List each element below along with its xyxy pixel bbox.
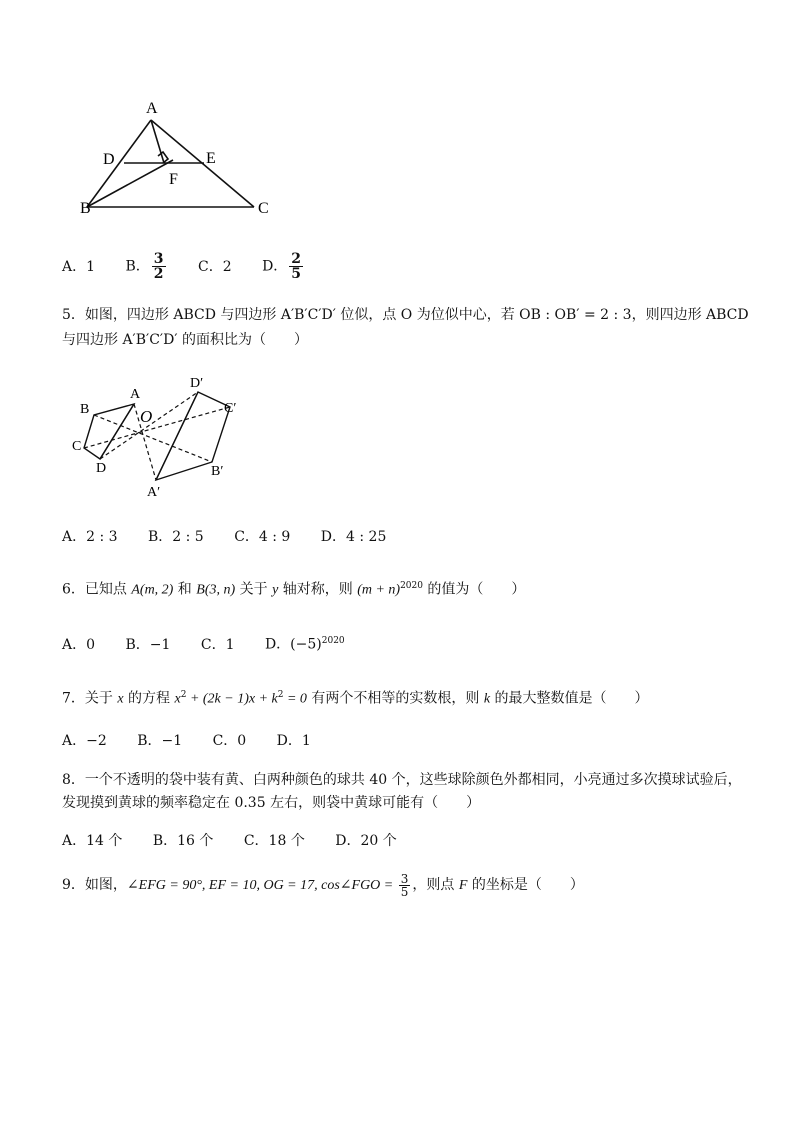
q9-conditions: ∠EFG = 90°, EF = 10, OG = 17, cos∠FGO = xyxy=(126,878,397,893)
q5-option-b: B．2 : 5 xyxy=(148,529,204,545)
q5-stem-line2: 与四边形 A′B′C′D′ 的面积比为（ ） xyxy=(62,332,308,348)
label-c: C xyxy=(72,439,82,454)
q7-text-pre: 7．关于 xyxy=(62,690,118,707)
q6-option-d-exponent: 2020 xyxy=(321,636,345,646)
q9-text-post: 的坐标是（ ） xyxy=(467,877,584,893)
q4-option-b-fraction xyxy=(152,252,166,281)
q9-var-f: F xyxy=(458,878,468,893)
q7-option-b: B．−1 xyxy=(137,733,183,749)
q7-var-k: k xyxy=(483,691,491,707)
numerator: 3 xyxy=(400,871,409,886)
q9-text-pre: 9．如图， xyxy=(62,877,127,893)
q6-point-a: A(m, 2) xyxy=(131,582,174,598)
segment-bf xyxy=(87,160,173,207)
q9-text-mid: ，则点 xyxy=(412,877,459,893)
q4-option-d-prefix: D． xyxy=(262,258,288,275)
label-d: D xyxy=(96,461,107,476)
q8-stem-line2: 发现摸到黄球的频率稳定在 0.35 左右，则袋中黄球可能有（ ） xyxy=(62,795,481,811)
q7-eq-sup2: 2 xyxy=(277,690,284,700)
q4-option-b xyxy=(125,252,167,281)
q4-option-a: A．1 xyxy=(62,258,96,275)
q6-option-a: A．0 xyxy=(62,636,96,653)
numerator: 2 xyxy=(291,251,302,267)
q6-option-d-base: D．(−5) xyxy=(264,636,322,653)
label-d: D xyxy=(103,151,115,168)
q6-text-post: 的值为（ ） xyxy=(422,581,526,598)
q6-option-b: B．−1 xyxy=(125,636,171,653)
label-e: E xyxy=(206,150,216,167)
q4-option-d-fraction xyxy=(289,252,303,281)
q7-options xyxy=(62,731,337,751)
denominator: 5 xyxy=(400,884,409,899)
q6-text-mid2: 关于 xyxy=(235,581,273,598)
q5-option-c: C．4 : 9 xyxy=(234,529,291,545)
q9-fraction xyxy=(399,873,411,898)
numerator: 3 xyxy=(153,251,164,267)
q6-text-mid3: 轴对称，则 xyxy=(278,581,358,598)
quad-abcd xyxy=(84,404,134,459)
q6-option-c: C．1 xyxy=(200,636,235,653)
q8-option-c: C．18 个 xyxy=(243,833,305,849)
q8-option-a: A．14 个 xyxy=(62,833,123,849)
ray-c-c2 xyxy=(84,407,230,448)
q5-options xyxy=(62,527,412,547)
diagonal-a2d2 xyxy=(156,392,198,480)
q7-option-d: D．1 xyxy=(276,733,311,749)
q4-option-c: C．2 xyxy=(197,258,232,275)
label-c-prime: C′ xyxy=(224,401,237,416)
q4-option-b-prefix: B． xyxy=(125,258,150,275)
q6-text-pre: 6．已知点 xyxy=(62,581,132,598)
q6-point-b: B(3, n) xyxy=(196,582,236,598)
label-c: C xyxy=(258,200,269,217)
q7-text-mid2: 有两个不相等的实数根，则 xyxy=(306,690,484,707)
label-d-prime: D′ xyxy=(190,376,204,391)
q6-stem xyxy=(62,576,525,601)
q7-eq-part2: + (2k − 1)x + k xyxy=(186,691,278,707)
q5-option-a: A．2 : 3 xyxy=(62,529,118,545)
q7-option-c: C．0 xyxy=(212,733,247,749)
q8-options xyxy=(62,831,423,851)
q6-axis: y xyxy=(272,582,279,598)
q6-text-mid1: 和 xyxy=(173,581,197,598)
q7-eq-part3: = 0 xyxy=(283,691,307,707)
label-a-prime: A′ xyxy=(147,485,161,500)
q8-option-d: D．20 个 xyxy=(335,833,397,849)
label-b: B xyxy=(80,402,90,417)
q6-option-d xyxy=(265,631,345,655)
q6-options xyxy=(62,631,371,655)
q6-exponent: 2020 xyxy=(400,581,423,591)
label-a: A xyxy=(130,387,141,402)
q7-var-x: x xyxy=(117,691,124,707)
q7-eq-part1: x xyxy=(174,691,181,707)
q7-text-post: 的最大整数值是（ ） xyxy=(490,690,649,707)
triangle-figure xyxy=(72,92,282,224)
q4-option-d xyxy=(262,252,305,281)
label-a: A xyxy=(146,100,158,117)
denominator: 5 xyxy=(291,266,302,282)
q4-options xyxy=(62,252,331,281)
q8-option-b: B．16 个 xyxy=(152,833,214,849)
label-b-prime: B′ xyxy=(211,464,224,479)
label-o: O xyxy=(140,407,153,426)
label-f: F xyxy=(169,171,178,188)
q8-stem-line1: 8．一个不透明的袋中装有黄、白两种颜色的球共 40 个，这些球除颜色外都相同，小亮通过多次摸球试验后， xyxy=(62,772,742,788)
denominator: 2 xyxy=(153,266,164,282)
q9-stem xyxy=(62,870,584,901)
q7-stem xyxy=(62,685,649,710)
q7-text-mid1: 的方程 xyxy=(123,690,175,707)
q5-stem-line1: 5．如图，四边形 ABCD 与四边形 A′B′C′D′ 位似，点 O 为位似中心，若 OB : OB′ = 2 : 3，则四边形 ABCD xyxy=(62,307,749,323)
label-b: B xyxy=(80,200,91,217)
q5-option-d: D．4 : 25 xyxy=(320,529,387,545)
homothety-figure xyxy=(70,370,250,502)
q7-eq-sup1: 2 xyxy=(180,690,187,700)
q7-option-a: A．−2 xyxy=(62,733,107,749)
q6-expression: (m + n) xyxy=(357,582,401,598)
